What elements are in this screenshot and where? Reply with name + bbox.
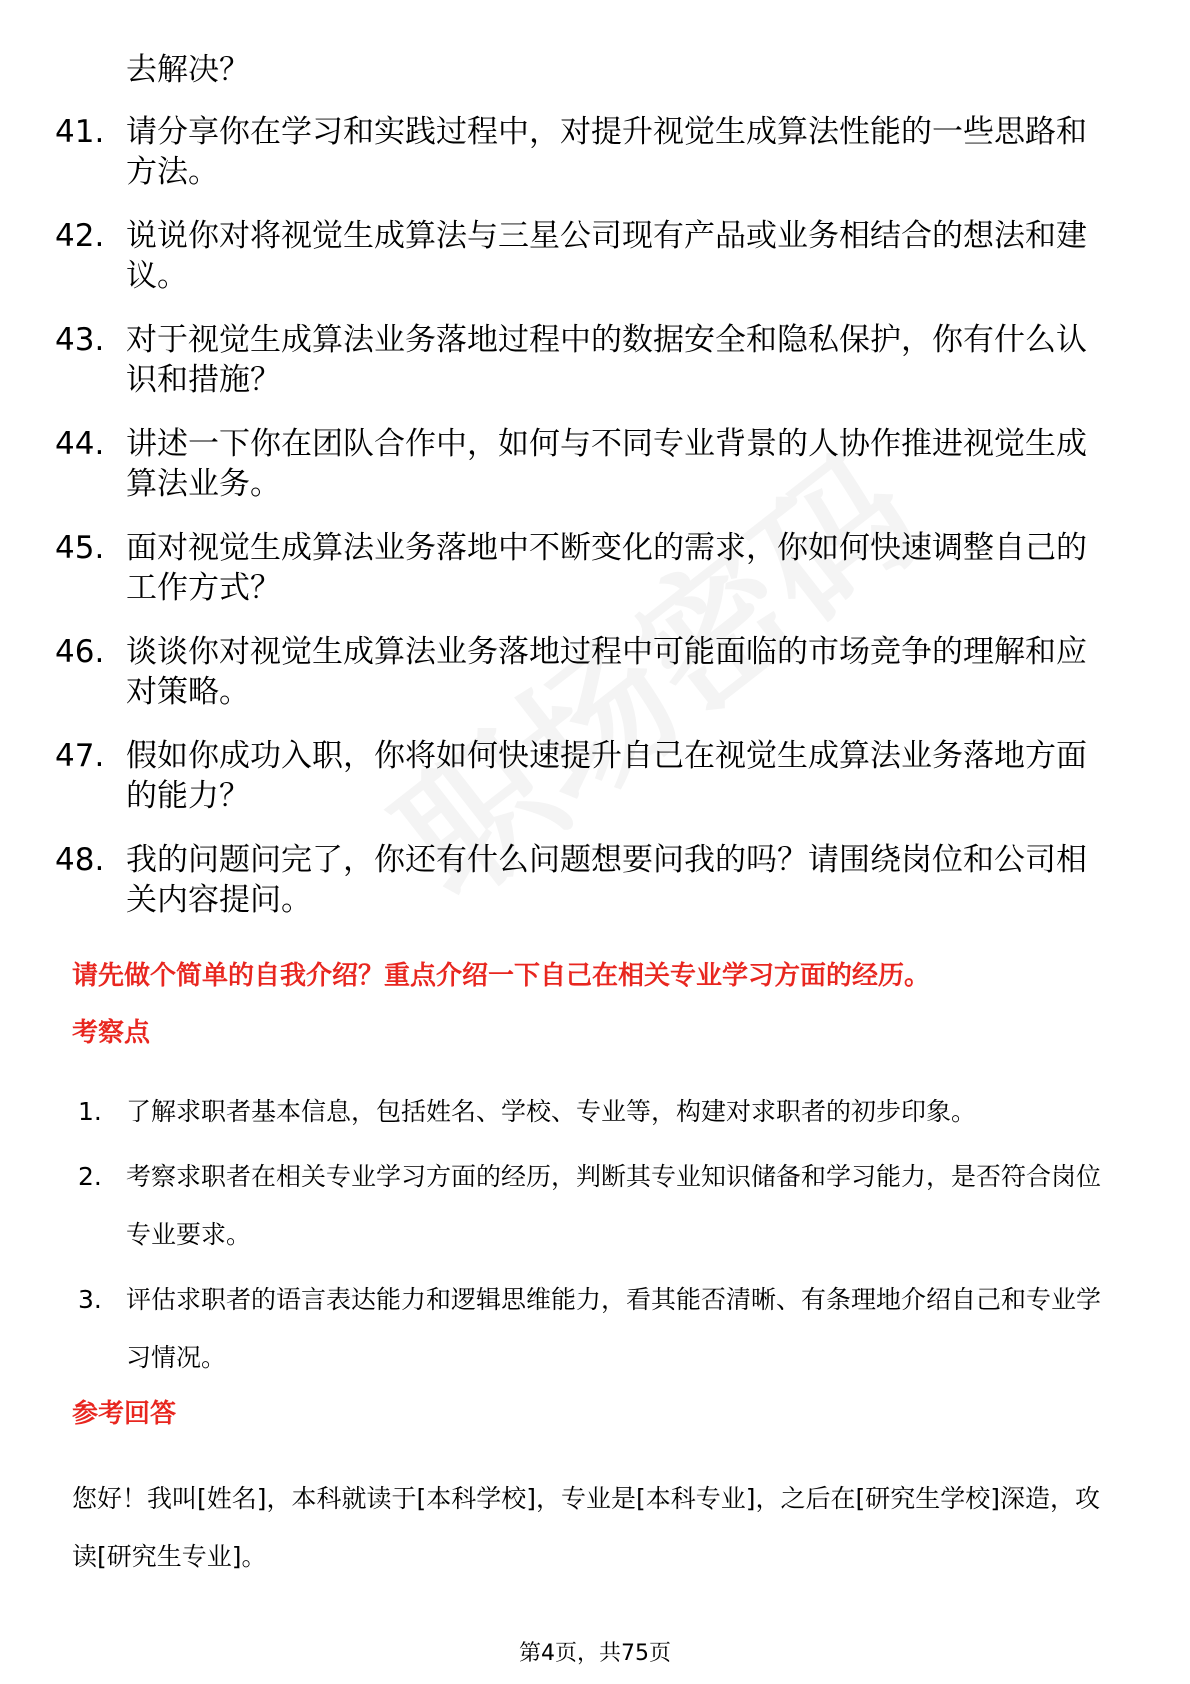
question-number: 41.: [55, 114, 105, 150]
exam-point-number: 2.: [78, 1162, 102, 1191]
continuation-text: 去解决？: [126, 52, 250, 88]
question-item: [55, 216, 1115, 296]
question-item: [55, 736, 1115, 816]
exam-point-item: [78, 1148, 1118, 1264]
question-number: 48.: [55, 842, 105, 878]
question-number: 42.: [55, 218, 105, 254]
question-number: 44.: [55, 426, 105, 462]
question-text: 说说你对将视觉生成算法与三星公司现有产品或业务相结合的想法和建议。: [126, 218, 1087, 294]
question-text: 讲述一下你在团队合作中，如何与不同专业背景的人协作推进视觉生成算法业务。: [126, 426, 1087, 502]
question-text: 谈谈你对视觉生成算法业务落地过程中可能面临的市场竞争的理解和应对策略。: [126, 634, 1087, 710]
question-item: [55, 112, 1115, 192]
exam-points-heading: 考察点: [72, 1018, 151, 1048]
question-text: 对于视觉生成算法业务落地过程中的数据安全和隐私保护，你有什么认识和措施？: [126, 322, 1087, 398]
reference-heading: 参考回答: [72, 1399, 177, 1429]
exam-point-text: 了解求职者基本信息，包括姓名、学校、专业等，构建对求职者的初步印象。: [126, 1097, 977, 1126]
exam-points-list: [78, 1083, 1118, 1394]
exam-point-number: 1.: [78, 1097, 102, 1126]
question-text: 我的问题问完了，你还有什么问题想要问我的吗？请围绕岗位和公司相关内容提问。: [126, 842, 1087, 918]
question-item: [55, 840, 1115, 920]
question-text: 假如你成功入职，你将如何快速提升自己在视觉生成算法业务落地方面的能力？: [126, 738, 1087, 814]
exam-point-number: 3.: [78, 1285, 102, 1314]
question-item: [55, 632, 1115, 712]
exam-point-item: [78, 1083, 1118, 1141]
reference-answer: 您好！我叫[姓名]，本科就读于[本科学校]，专业是[本科专业]，之后在[研究生学校]深造，攻读[研究生专业]。: [72, 1484, 1101, 1571]
question-item: [55, 528, 1115, 608]
question-number: 45.: [55, 530, 105, 566]
question-text: 请分享你在学习和实践过程中，对提升视觉生成算法性能的一些思路和方法。: [126, 114, 1087, 190]
question-item: [55, 320, 1115, 400]
question-text: 面对视觉生成算法业务落地中不断变化的需求，你如何快速调整自己的工作方式？: [126, 530, 1087, 606]
question-list: [55, 112, 1115, 944]
exam-point-item: [78, 1271, 1118, 1387]
exam-point-text: 考察求职者在相关专业学习方面的经历，判断其专业知识储备和学习能力，是否符合岗位专业要求。: [126, 1162, 1102, 1249]
question-number: 47.: [55, 738, 105, 774]
question-number: 43.: [55, 322, 105, 358]
question-number: 46.: [55, 634, 105, 670]
exam-point-text: 评估求职者的语言表达能力和逻辑思维能力，看其能否清晰、有条理地介绍自己和专业学习情况。: [126, 1285, 1102, 1372]
section-title: 请先做个简单的自我介绍？重点介绍一下自己在相关专业学习方面的经历。: [72, 961, 931, 991]
page-footer: 第4页，共75页: [519, 1641, 671, 1666]
question-item: [55, 424, 1115, 504]
